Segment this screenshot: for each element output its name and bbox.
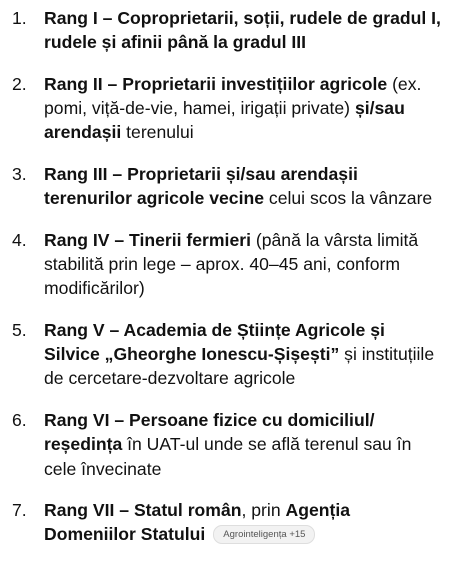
item-regular-text: în UAT-ul unde se află terenul sau în cele învecinate [44, 434, 412, 479]
item-regular-text: celui scos la vânzare [264, 188, 433, 209]
item-number: 5. [12, 320, 27, 341]
item-text [44, 410, 411, 478]
item-regular-text: terenului [121, 122, 194, 143]
item-bold-text: Rang IV – Tinerii fermieri [44, 229, 251, 250]
item-regular-text: , prin [241, 500, 286, 521]
item-regular-text: și instituțiile de cercetare-dezvoltare agricole [44, 344, 435, 389]
preemption-rank-list [12, 6, 441, 547]
item-bold-text: Rang V – Academia de Științe Agricole și Silvice „Gheorghe Ionescu-Șișești” [44, 320, 385, 365]
item-text [44, 8, 441, 52]
item-bold-text: și/sau arendașii [44, 98, 405, 143]
list-item [12, 228, 441, 301]
item-number: 2. [12, 73, 27, 94]
item-bold-text: Rang III – Proprietarii și/sau arendașii terenurilor agricole vecine [44, 164, 358, 209]
item-text [44, 320, 434, 388]
item-text [44, 164, 432, 208]
list-item [12, 318, 441, 391]
list-item [12, 498, 441, 546]
item-number: 7. [12, 500, 27, 521]
item-text [44, 74, 421, 142]
item-number: 6. [12, 410, 27, 431]
item-regular-text: (ex. pomi, viță-de-vie, hamei, irigații private) [44, 73, 422, 119]
list-item [12, 162, 441, 210]
item-bold-text: Agenția Domeniilor Statului [44, 500, 351, 545]
list-item [12, 72, 441, 145]
item-number: 4. [12, 229, 27, 250]
item-text [44, 230, 418, 298]
list-item [12, 408, 441, 481]
list-item [12, 6, 441, 54]
source-tag-chip[interactable]: Agrointeligența +15 [213, 525, 315, 544]
item-number: 1. [12, 8, 27, 28]
item-bold-text: Rang VI – Persoane fizice cu domiciliul/ reședința [44, 410, 375, 455]
item-number: 3. [12, 164, 27, 185]
item-regular-text: (până la vârsta limită stabilită prin lege – aprox. 40–45 ani, conform modificărilor) [44, 229, 419, 299]
item-bold-text: Rang VII – Statul român [44, 500, 242, 521]
item-text [44, 500, 350, 544]
item-bold-text: Rang I – Coproprietarii, soții, rudele de gradul I, rudele și afinii până la gradul III [44, 8, 441, 53]
item-bold-text: Rang II – Proprietarii investițiilor agricole [44, 73, 388, 94]
